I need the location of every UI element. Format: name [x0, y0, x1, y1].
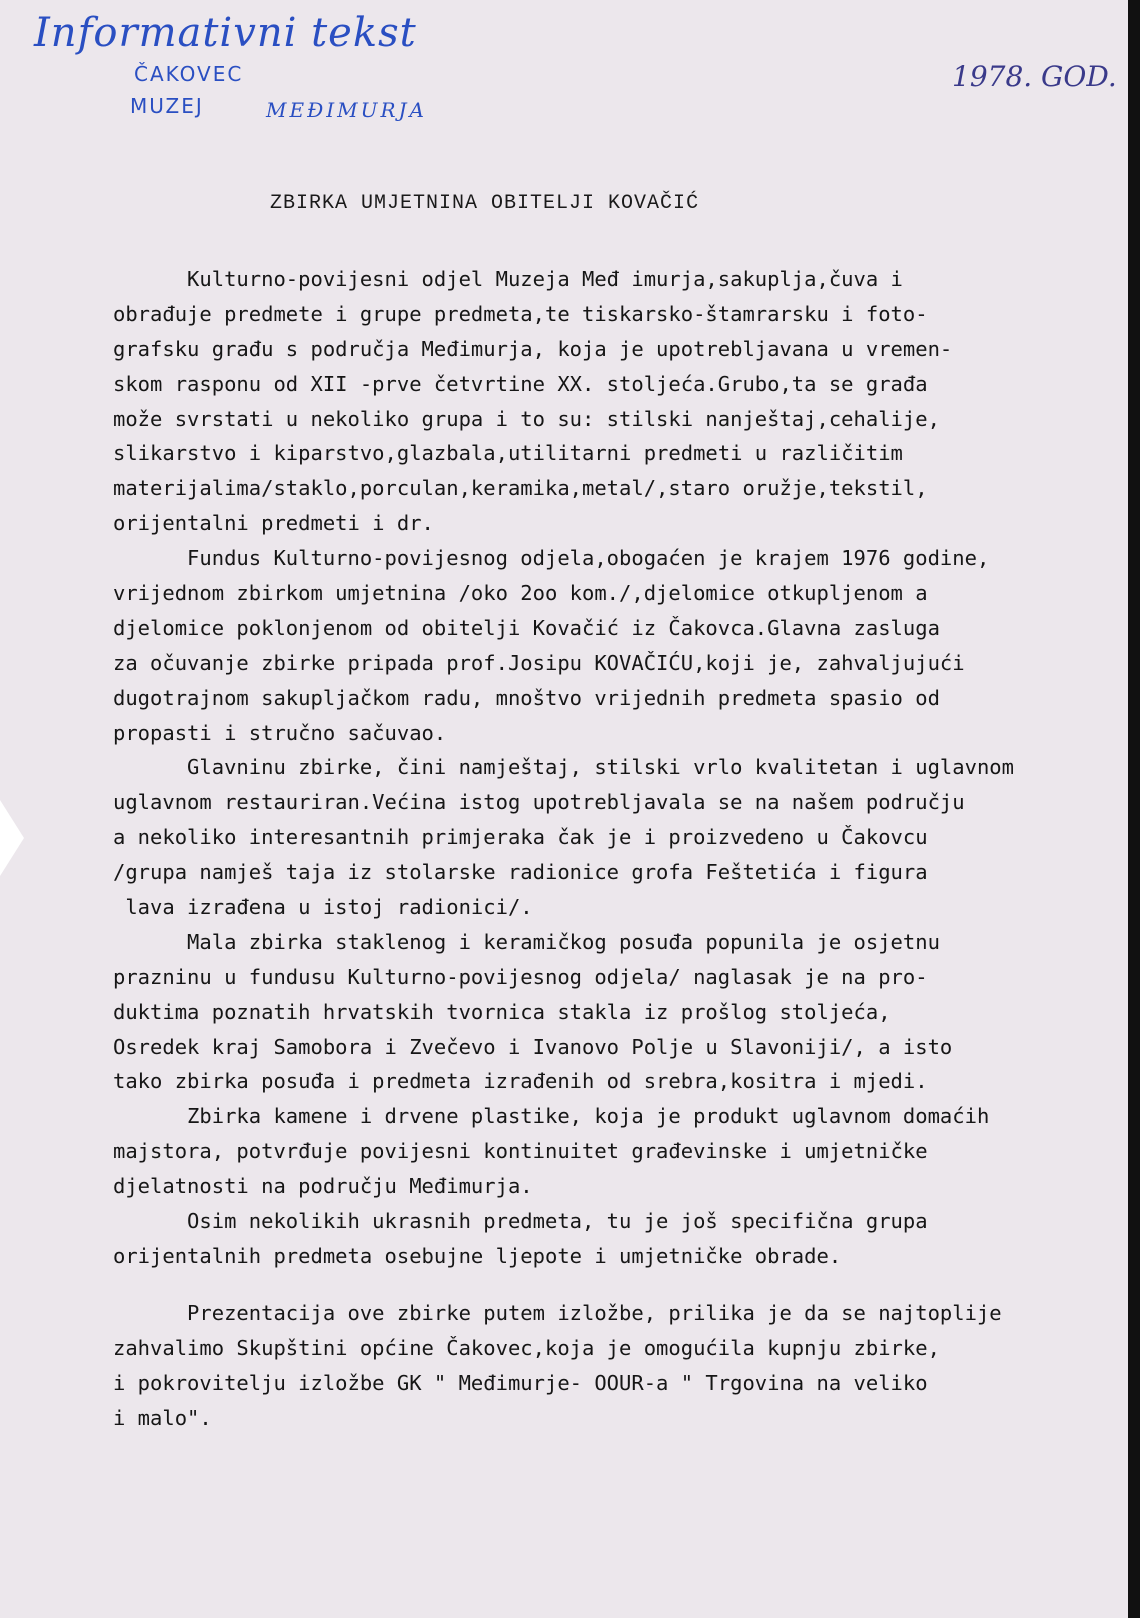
text-line: Glavninu zbirke, čini namještaj, stilski vrlo kvalitetan i uglavnom — [113, 755, 1014, 780]
text-line: grafsku građu s područja Međimurja, koja je upotrebljavana u vremen- — [113, 336, 953, 361]
year-note: 1978. GOD. — [952, 60, 1117, 93]
text-line: Osim nekolikih ukrasnih predmeta, tu je još specifična grupa — [113, 1209, 928, 1234]
text-line: Fundus Kulturno-povijesnog odjela,obogaćen je krajem 1976 godine, — [113, 546, 990, 571]
text-line: i malo". — [113, 1405, 212, 1430]
text-line: Osredek kraj Samobora i Zvečevo i Ivanovo Polje u Slavoniji/, a isto — [113, 1034, 953, 1059]
text-line: orijentalnih predmeta osebujne ljepote i umjetničke obrade. — [113, 1243, 842, 1268]
text-line: Prezentacija ove zbirke putem izložbe, prilika je da se najtoplije — [113, 1300, 1002, 1325]
text-line: duktima poznatih hrvatskih tvornica stakla iz prošlog stoljeća, — [113, 999, 891, 1024]
text-line: orijentalni predmeti i dr. — [113, 511, 434, 536]
text-line: lava izrađena u istoj radionici/. — [113, 895, 533, 920]
handwritten-note: Informativni tekst — [34, 10, 417, 56]
text-line: materijalima/staklo,porculan,keramika,metal/,staro oružje,tekstil, — [113, 476, 928, 501]
text-line: obrađuje predmete i grupe predmeta,te tiskarsko-štamrarsku i foto- — [113, 301, 928, 326]
text-line: vrijednom zbirkom umjetnina /oko 2oo kom./,djelomice otkupljenom a — [113, 581, 928, 606]
page-fold-corner — [0, 800, 24, 876]
text-line: /grupa namješ taja iz stolarske radionice grofa Feštetića i figura — [113, 860, 928, 885]
text-line: i pokrovitelju izložbe GK " Međimurje- OOUR-a " Trgovina na veliko — [113, 1370, 928, 1395]
text-line: skom rasponu od XII -prve četvrtine XX. stoljeća.Grubo,ta se građa — [113, 371, 928, 396]
text-line: a nekoliko interesantnih primjeraka čak je i proizvedeno u Čakovcu — [113, 825, 928, 850]
paragraph-gap — [113, 1274, 1123, 1296]
museum-city-stamp: ČAKOVEC — [134, 62, 244, 86]
document-body — [113, 262, 1123, 1435]
text-line: majstora, potvrđuje povijesni kontinuitet građevinske i umjetničke — [113, 1139, 928, 1164]
text-line: Kulturno-povijesni odjel Muzeja Međ imurja,sakuplja,čuva i — [113, 267, 903, 291]
text-line: može svrstati u nekoliko grupa i to su: stilski nanještaj,cehalije, — [113, 406, 940, 431]
scan-border — [1128, 0, 1140, 1618]
text-line: Mala zbirka staklenog i keramičkog posuđa popunila je osjetnu — [113, 929, 940, 954]
text-line: tako zbirka posuđa i predmeta izrađenih od srebra,kositra i mjedi. — [113, 1069, 928, 1094]
museum-name-line-1: MUZEJ — [130, 94, 204, 118]
text-line: za očuvanje zbirke pripada prof.Josipu KOVAČIĆU,koji je, zahvaljujući — [113, 650, 965, 675]
text-line: uglavnom restauriran.Većina istog upotrebljavala se na našem području — [113, 790, 965, 815]
text-line: slikarstvo i kiparstvo,glazbala,utilitarni predmeti u različitim — [113, 441, 903, 466]
text-line: djelatnosti na području Međimurja. — [113, 1174, 533, 1199]
text-line: propasti i stručno sačuvao. — [113, 720, 447, 745]
text-line: djelomice poklonjenom od obitelji Kovačić iz Čakovca.Glavna zasluga — [113, 615, 940, 640]
text-line: Zbirka kamene i drvene plastike, koja je produkt uglavnom domaćih — [113, 1104, 990, 1129]
museum-name-line-2: MEĐIMURJA — [266, 98, 427, 122]
text-line: dugotrajnom sakupljačkom radu, mnoštvo vrijednih predmeta spasio od — [113, 685, 940, 710]
document-title: ZBIRKA UMJETNINA OBITELJI KOVAČIĆ — [270, 192, 700, 215]
text-line: zahvalimo Skupštini općine Čakovec,koja je omogućila kupnju zbirke, — [113, 1335, 940, 1360]
text-line: prazninu u fundusu Kulturno-povijesnog odjela/ naglasak je na pro- — [113, 964, 928, 989]
